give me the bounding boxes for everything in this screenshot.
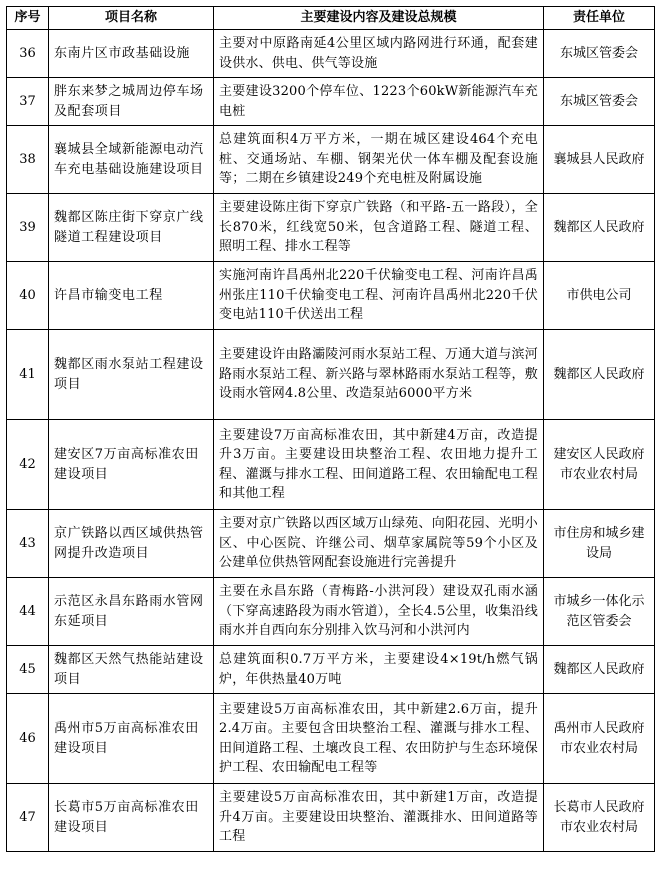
row-index: 41 [7,330,49,420]
table-row [7,194,655,262]
row-responsible-unit: 魏都区人民政府 [544,330,655,420]
row-responsible-unit: 襄城县人民政府 [544,126,655,194]
row-index: 37 [7,78,49,126]
row-index: 42 [7,420,49,510]
row-index: 38 [7,126,49,194]
table-header-row [7,7,655,30]
table-row [7,78,655,126]
row-project-name: 东南片区市政基础设施 [49,30,214,78]
row-content: 主要建设7万亩高标准农田，其中新建4万亩，改造提升3万亩。主要建设田块整治工程、农田地力提升工程、灌溉与排水工程、田间道路工程、农田输配电工程和其他工程 [214,420,544,510]
row-index: 47 [7,784,49,852]
row-index: 44 [7,578,49,646]
table-row [7,126,655,194]
table-row [7,510,655,578]
row-responsible-unit: 市住房和城乡建设局 [544,510,655,578]
row-content: 主要建设5万亩高标准农田，其中新建2.6万亩，提升2.4万亩。主要包含田块整治工程、灌溉与排水工程、田间道路工程、土壤改良工程、农田防护与生态环境保护工程、农田输配电工程等 [214,694,544,784]
row-responsible-unit: 禹州市人民政府市农业农村局 [544,694,655,784]
row-project-name: 魏都区天然气热能站建设项目 [49,646,214,694]
row-content: 主要对京广铁路以西区域万山绿苑、向阳花园、光明小区、中心医院、许继公司、烟草家属院等59个小区及公建单位供热管网配套设施进行完善提升 [214,510,544,578]
header-responsible-unit: 责任单位 [544,7,655,30]
row-index: 45 [7,646,49,694]
row-index: 46 [7,694,49,784]
row-content: 总建筑面积0.7万平方米，主要建设4×19t/h燃气锅炉，年供热量40万吨 [214,646,544,694]
row-responsible-unit: 市供电公司 [544,262,655,330]
row-project-name: 京广铁路以西区域供热管网提升改造项目 [49,510,214,578]
project-table [6,6,655,852]
row-index: 39 [7,194,49,262]
table-row [7,694,655,784]
row-responsible-unit: 东城区管委会 [544,78,655,126]
row-project-name: 长葛市5万亩高标准农田建设项目 [49,784,214,852]
row-responsible-unit: 建安区人民政府市农业农村局 [544,420,655,510]
row-project-name: 建安区7万亩高标准农田建设项目 [49,420,214,510]
row-content: 主要建设3200个停车位、1223个60kW新能源汽车充电桩 [214,78,544,126]
table-row [7,578,655,646]
table-row [7,262,655,330]
row-content: 主要建设5万亩高标准农田，其中新建1万亩，改造提升4万亩。主要建设田块整治、灌溉排水、田间道路等工程 [214,784,544,852]
row-project-name: 示范区永昌东路雨水管网东延项目 [49,578,214,646]
row-index: 40 [7,262,49,330]
row-index: 36 [7,30,49,78]
table-row [7,646,655,694]
row-responsible-unit: 魏都区人民政府 [544,194,655,262]
table-row [7,784,655,852]
table-row [7,330,655,420]
row-content: 总建筑面积4万平方米，一期在城区建设464个充电桩、交通场站、车棚、钢架光伏一体车棚及配套设施等；二期在乡镇建设249个充电桩及附属设施 [214,126,544,194]
row-responsible-unit: 魏都区人民政府 [544,646,655,694]
table-row [7,420,655,510]
row-project-name: 胖东来梦之城周边停车场及配套项目 [49,78,214,126]
row-content: 实施河南许昌禹州北220千伏输变电工程、河南许昌禹州张庄110千伏输变电工程、河南许昌禹州北220千伏变电站110千伏送出工程 [214,262,544,330]
row-content: 主要对中原路南延4公里区域内路网进行环通，配套建设供水、供电、供气等设施 [214,30,544,78]
row-responsible-unit: 长葛市人民政府市农业农村局 [544,784,655,852]
row-project-name: 魏都区陈庄街下穿京广线隧道工程建设项目 [49,194,214,262]
row-content: 主要建设许由路灞陵河雨水泵站工程、万通大道与滨河路雨水泵站工程、新兴路与翠林路雨水泵站工程等，敷设雨水管网4.8公里、改造泵站6000平方米 [214,330,544,420]
row-project-name: 襄城县全域新能源电动汽车充电基础设施建设项目 [49,126,214,194]
row-responsible-unit: 市城乡一体化示范区管委会 [544,578,655,646]
header-content: 主要建设内容及建设总规模 [214,7,544,30]
row-index: 43 [7,510,49,578]
row-content: 主要建设陈庄街下穿京广铁路（和平路-五一路段），全长870米，红线宽50米，包含道路工程、隧道工程、照明工程、排水工程等 [214,194,544,262]
table-row [7,30,655,78]
row-content: 主要在永昌东路（青梅路-小洪河段）建设双孔雨水涵（下穿高速路段为雨水管道），全长4.5公里，收集沿线雨水并自西向东分别排入饮马河和小洪河内 [214,578,544,646]
header-project-name: 项目名称 [49,7,214,30]
row-project-name: 禹州市5万亩高标准农田建设项目 [49,694,214,784]
row-project-name: 许昌市输变电工程 [49,262,214,330]
header-index: 序号 [7,7,49,30]
row-project-name: 魏都区雨水泵站工程建设项目 [49,330,214,420]
row-responsible-unit: 东城区管委会 [544,30,655,78]
